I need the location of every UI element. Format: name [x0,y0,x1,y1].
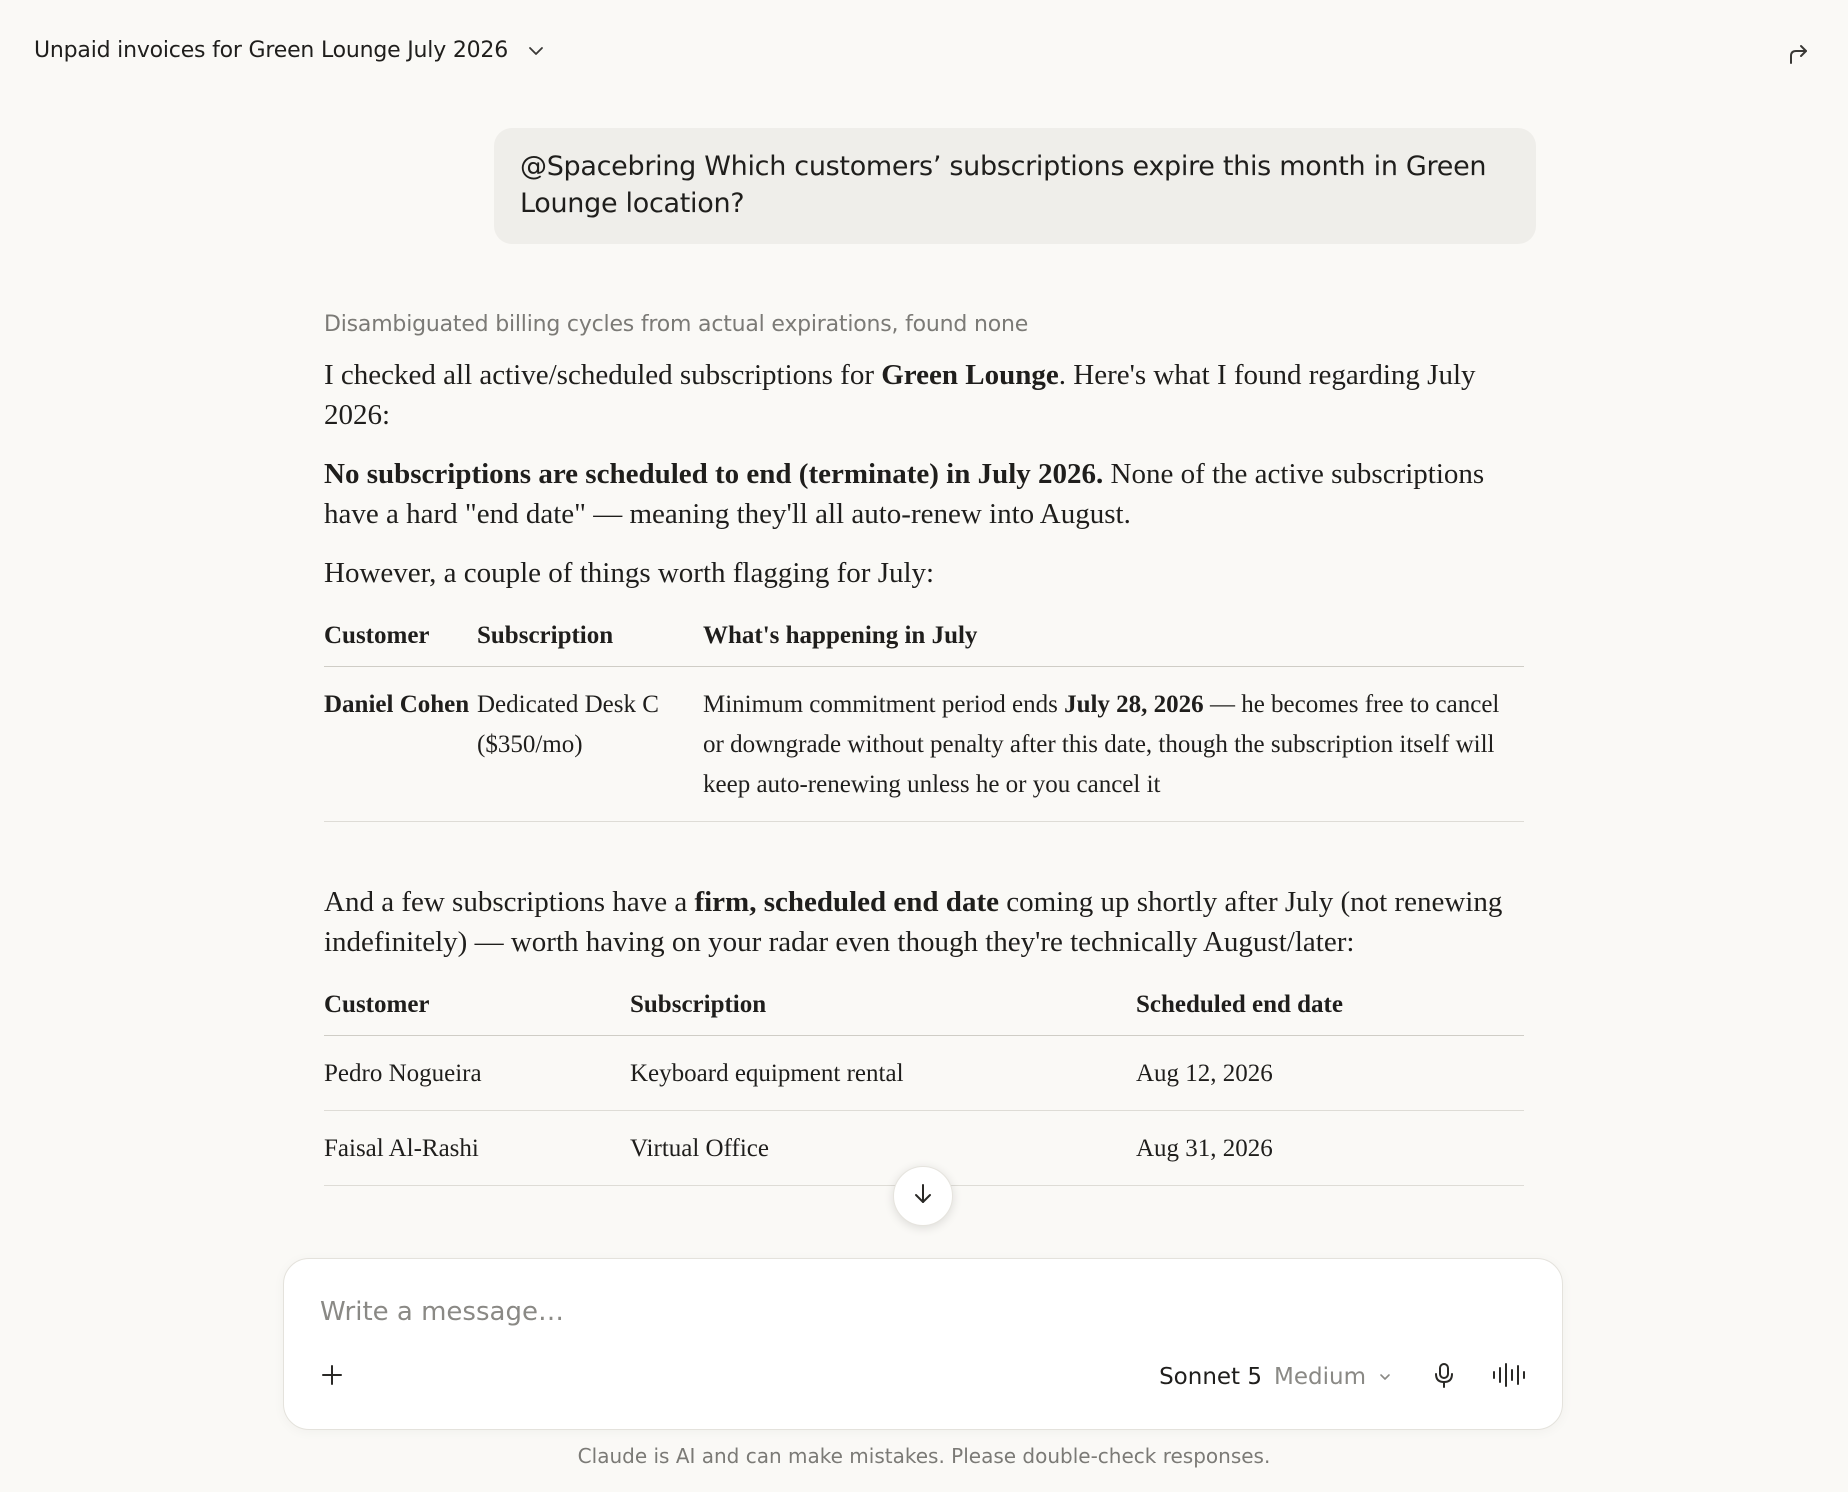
thinking-summary[interactable]: Disambiguated billing cycles from actual expirations, found none [324,312,1029,337]
response-paragraph-4 [324,882,1524,962]
p1-bold: Green Lounge [881,359,1059,391]
detail-date: July 28, 2026 [1064,691,1204,718]
p2-text-after: None of the active subscriptions have a hard "end date" — meaning they'll all auto-renew into August. [324,458,1485,530]
customer-name: Daniel Cohen [324,691,470,718]
share-arrow-icon [1785,41,1811,71]
subscription-cell: Keyboard equipment rental [630,1036,1136,1111]
response-paragraph-2 [324,454,1524,534]
chat-title: Unpaid invoices for Green Lounge July 2026 [34,38,509,63]
customer-cell: Pedro Nogueira [324,1036,630,1111]
column-header: Scheduled end date [1136,981,1524,1036]
customer-cell [324,667,477,822]
user-message: @Spacebring Which customers’ subscriptions expire this month in Green Lounge location? [494,128,1536,244]
response-paragraph-3: However, a couple of things worth flagging for July: [324,557,935,589]
chevron-down-icon [526,41,546,61]
chevron-down-icon [1378,1364,1392,1390]
share-button[interactable] [1782,40,1814,72]
table-header-row [324,981,1524,1036]
p4-text-after: coming up shortly after July (not renewing indefinitely) — worth having on your radar even though they're technically August/later: [324,886,1503,958]
customer-cell: Faisal Al-Rashi [324,1111,630,1186]
response-paragraph-1 [324,355,1524,435]
assistant-response [324,312,1524,1186]
message-composer [283,1258,1563,1430]
voice-waveform-icon [1491,1361,1529,1393]
detail-text-after: — he becomes free to cancel or downgrade without penalty after this date, though the subscription itself will keep auto-renewing unless he or you cancel it [703,691,1500,798]
column-header: Subscription [630,981,1136,1036]
p2-bold: No subscriptions are scheduled to end (terminate) in July 2026. [324,458,1104,490]
scroll-to-bottom-button[interactable] [893,1166,953,1226]
july-flags-table [324,612,1524,822]
column-header: Customer [324,612,477,667]
chat-title-dropdown[interactable] [34,38,546,63]
table-row [324,667,1524,822]
table-header-row [324,612,1524,667]
end-date-cell: Aug 31, 2026 [1136,1111,1524,1186]
p1-text-after: . Here's what I found regarding July 2026: [324,359,1476,431]
subscription-cell: Virtual Office [630,1111,1136,1186]
voice-mode-button[interactable] [1490,1359,1530,1395]
end-dates-table [324,981,1524,1186]
column-header: Subscription [477,612,703,667]
model-selector[interactable] [1159,1359,1392,1395]
model-name: Sonnet 5 [1159,1364,1263,1390]
message-input[interactable] [318,1291,1502,1333]
dictation-button[interactable] [1426,1359,1462,1395]
add-attachment-button[interactable] [314,1359,350,1395]
detail-cell [703,667,1524,822]
plus-icon [319,1362,345,1392]
end-date-cell: Aug 12, 2026 [1136,1036,1524,1111]
model-effort: Medium [1274,1364,1366,1390]
subscription-cell: Dedicated Desk C ($350/mo) [477,667,703,822]
column-header: Customer [324,981,630,1036]
p4-text: And a few subscriptions have a [324,886,695,918]
p4-bold: firm, scheduled end date [694,886,999,918]
arrow-down-icon [910,1181,936,1211]
p1-text: I checked all active/scheduled subscriptions for [324,359,882,391]
detail-text: Minimum commitment period ends [703,691,1065,718]
disclaimer: Claude is AI and can make mistakes. Please double-check responses. [577,1444,1271,1468]
column-header: What's happening in July [703,612,1524,667]
microphone-icon [1431,1361,1457,1393]
table-row [324,1036,1524,1111]
